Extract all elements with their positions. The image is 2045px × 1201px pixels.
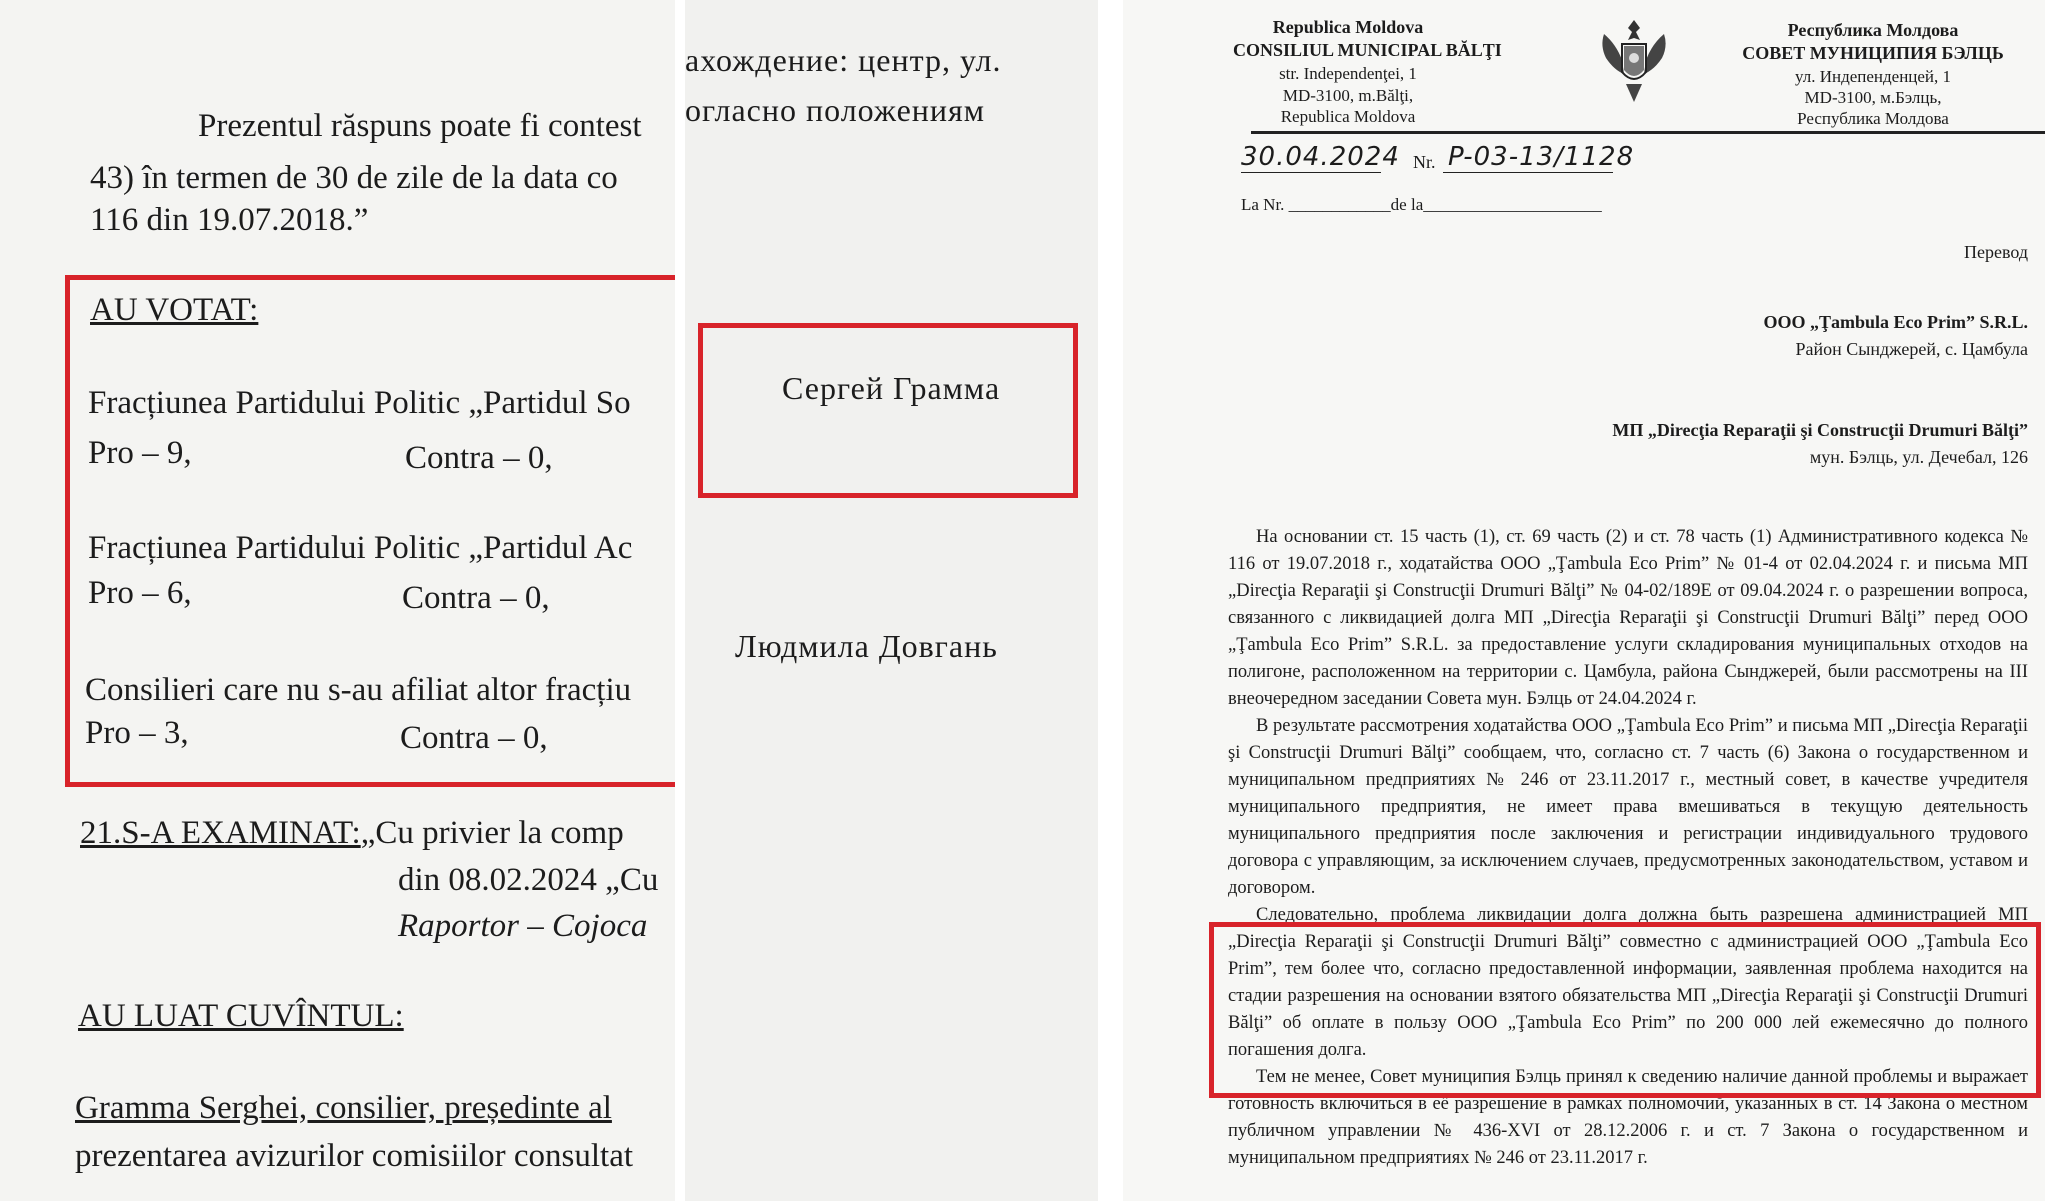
text-line: prezentarea avizurilor comisiilor consultat: [75, 1138, 634, 1174]
text-line: Gramma Serghei, consilier, președinte al: [75, 1090, 612, 1126]
item-21-label: 21.S-A EXAMINAT:: [80, 815, 361, 851]
letter-number: P-03-13/1128: [1448, 142, 1635, 172]
coat-of-arms-icon: [1596, 14, 1672, 106]
right-document-panel: [1123, 0, 2045, 1201]
letter-date: 30.04.2024: [1241, 142, 1400, 172]
header-left-city: MD-3100, m.Bălţi,: [1282, 86, 1414, 105]
raportor-line: Raportor – Cojoca: [398, 908, 648, 944]
header-right-country2: Республика Молдова: [1797, 109, 1949, 128]
text-line: din 08.02.2024 „Cu: [398, 862, 659, 898]
faction-line: Consilieri care nu s-au afiliat altor fracțiu: [85, 672, 632, 708]
header-left-country2: Republica Moldova: [1280, 107, 1416, 126]
left-document-panel: [0, 0, 675, 1201]
text-line: Prezentul răspuns poate fi contest: [198, 108, 642, 144]
vote-pro: Pro – 3,: [85, 715, 189, 751]
nr-label: Nr.: [1413, 152, 1436, 172]
header-left-council: CONSILIUL MUNICIPAL BĂLŢI: [1233, 40, 1502, 60]
paragraph: Тем не менее, Совет муниципия Бэлць принял к сведению наличие данной проблемы и выражает готовность включиться в её разрешение в рамках полномочий, указанных в ст. 14 Закона о местном публичном управлении № 436-XVI от 28.12.2006 г. и ст. 7 Закона о государственном и муниципальном предприятиях № 246 от 23.11.2017 г.: [1228, 1067, 2028, 1168]
addressee-1-name: ООО „Ţambula Eco Prim” S.R.L.: [1763, 312, 2028, 332]
header-right-city: MD-3100, м.Бэлць,: [1804, 88, 1942, 107]
text-line: 116 din 19.07.2018.”: [90, 202, 369, 238]
panel-gap: [675, 0, 685, 1201]
middle-document-panel: [685, 0, 1098, 1201]
addressee-1-place: Район Сынджерей, с. Цамбула: [1795, 339, 2028, 359]
addressee-2-name: МП „Direcţia Reparaţii şi Construcţii Drumuri Bălţi”: [1612, 420, 2028, 440]
paragraph: На основании ст. 15 часть (1), ст. 69 часть (2) и ст. 78 часть (1) Административного кодекса № 116 от 19.07.2018 г., ходатайства ООО „Ţambula Eco Prim” № 01-4 от 02.04.2024 г. и письма МП „Direcţia Reparaţii şi Construcţii Drumuri Bălţi” № 04-02/189E от 09.04.2024 г. о разрешении вопроса, связанного с ликвидацией долга МП „Direcţia Reparaţii şi Construcţii Drumuri Bălţi” перед ООО „Ţambula Eco Prim” S.R.L. за предоставление услуги складирования муниципальных отходов на полигоне, расположенном на территории с. Цамбула, района Сынджерей, были рассмотрены на III внеочередном заседании Совета мун. Бэлць от 24.04.2024 г.: [1228, 527, 2028, 709]
header-left-country: Republica Moldova: [1272, 17, 1424, 37]
vote-pro: Pro – 6,: [88, 575, 192, 611]
highlight-box-name: [698, 323, 1078, 498]
signatory-name: Людмила Довгань: [735, 628, 998, 664]
vote-contra: Contra – 0,: [400, 720, 548, 756]
faction-line: Fracțiunea Partidului Politic „Partidul So: [88, 385, 631, 421]
header-divider: [1251, 131, 2045, 134]
panel-gap: [1098, 0, 1123, 1201]
vote-contra: Contra – 0,: [402, 580, 550, 616]
header-right-country: Республика Молдова: [1787, 20, 1959, 40]
header-right-street: ул. Индепенденцей, 1: [1794, 67, 1952, 86]
signatory-name: Сергей Грамма: [782, 370, 1001, 406]
section-heading-au-votat: AU VOTAT:: [90, 292, 259, 328]
header-left-street: str. Independenţei, 1: [1279, 64, 1417, 83]
faction-line: Fracțiunea Partidului Politic „Partidul Ac: [88, 530, 633, 566]
paragraph: В результате рассмотрения ходатайства ООО „Ţambula Eco Prim” и письма МП „Direcţia Reparaţii şi Construcţii Drumuri Bălţi” сообщаем, что, согласно ст. 7 часть (6) Закона о государственном и муниципальном предприятиях № 246 от 23.11.2017 г., местный совет, в качестве учредителя муниципального предприятия, не имеет права вмешиваться в текущую деятельность муниципального предприятия после заключения и регистрации индивидуального трудового договора с управляющим, за исключением случаев, предусмотренных законодательством, уставом и договором.: [1228, 716, 2028, 898]
paragraph-highlighted: Следовательно, проблема ликвидации долга должна быть разрешена администрацией МП „Direcţia Reparaţii şi Construcţii Drumuri Bălţi” совместно с администрацией ООО „Ţambula Eco Prim”, тем более что, согласно предоставленной информации, заявленная проблема находится на стадии разрешения на основании взятого обязательства МП „Direcţia Reparaţii şi Construcţii Drumuri Bălţi” об оплате в пользу ООО „Ţambula Eco Prim” по 200 000 лей ежемесячно до полного погашения долга.: [1228, 905, 2028, 1060]
item-21-text: „Cu privier la comp: [360, 815, 624, 851]
vote-contra: Contra – 0,: [405, 440, 553, 476]
addressee-2-place: мун. Бэлць, ул. Дечебал, 126: [1809, 447, 2028, 467]
section-heading-au-luat: AU LUAT CUVÎNTUL:: [78, 998, 404, 1034]
la-nr-line: La Nr. ____________de la_____________________: [1241, 195, 1602, 214]
date-underline: [1241, 172, 1381, 173]
text-line: огласно положениям: [685, 92, 985, 128]
vote-pro: Pro – 9,: [88, 435, 192, 471]
text-line: ахождение: центр, ул.: [685, 42, 1002, 78]
highlight-box-paragraph: [1209, 922, 2041, 1098]
translation-label: Перевод: [1964, 242, 2028, 262]
header-right-council: СОВЕТ МУНИЦИПИЯ БЭЛЦЬ: [1742, 43, 2004, 63]
text-line: 43) în termen de 30 de zile de la data co: [90, 160, 618, 196]
item-21: [80, 815, 624, 852]
nr-underline: [1443, 172, 1613, 173]
